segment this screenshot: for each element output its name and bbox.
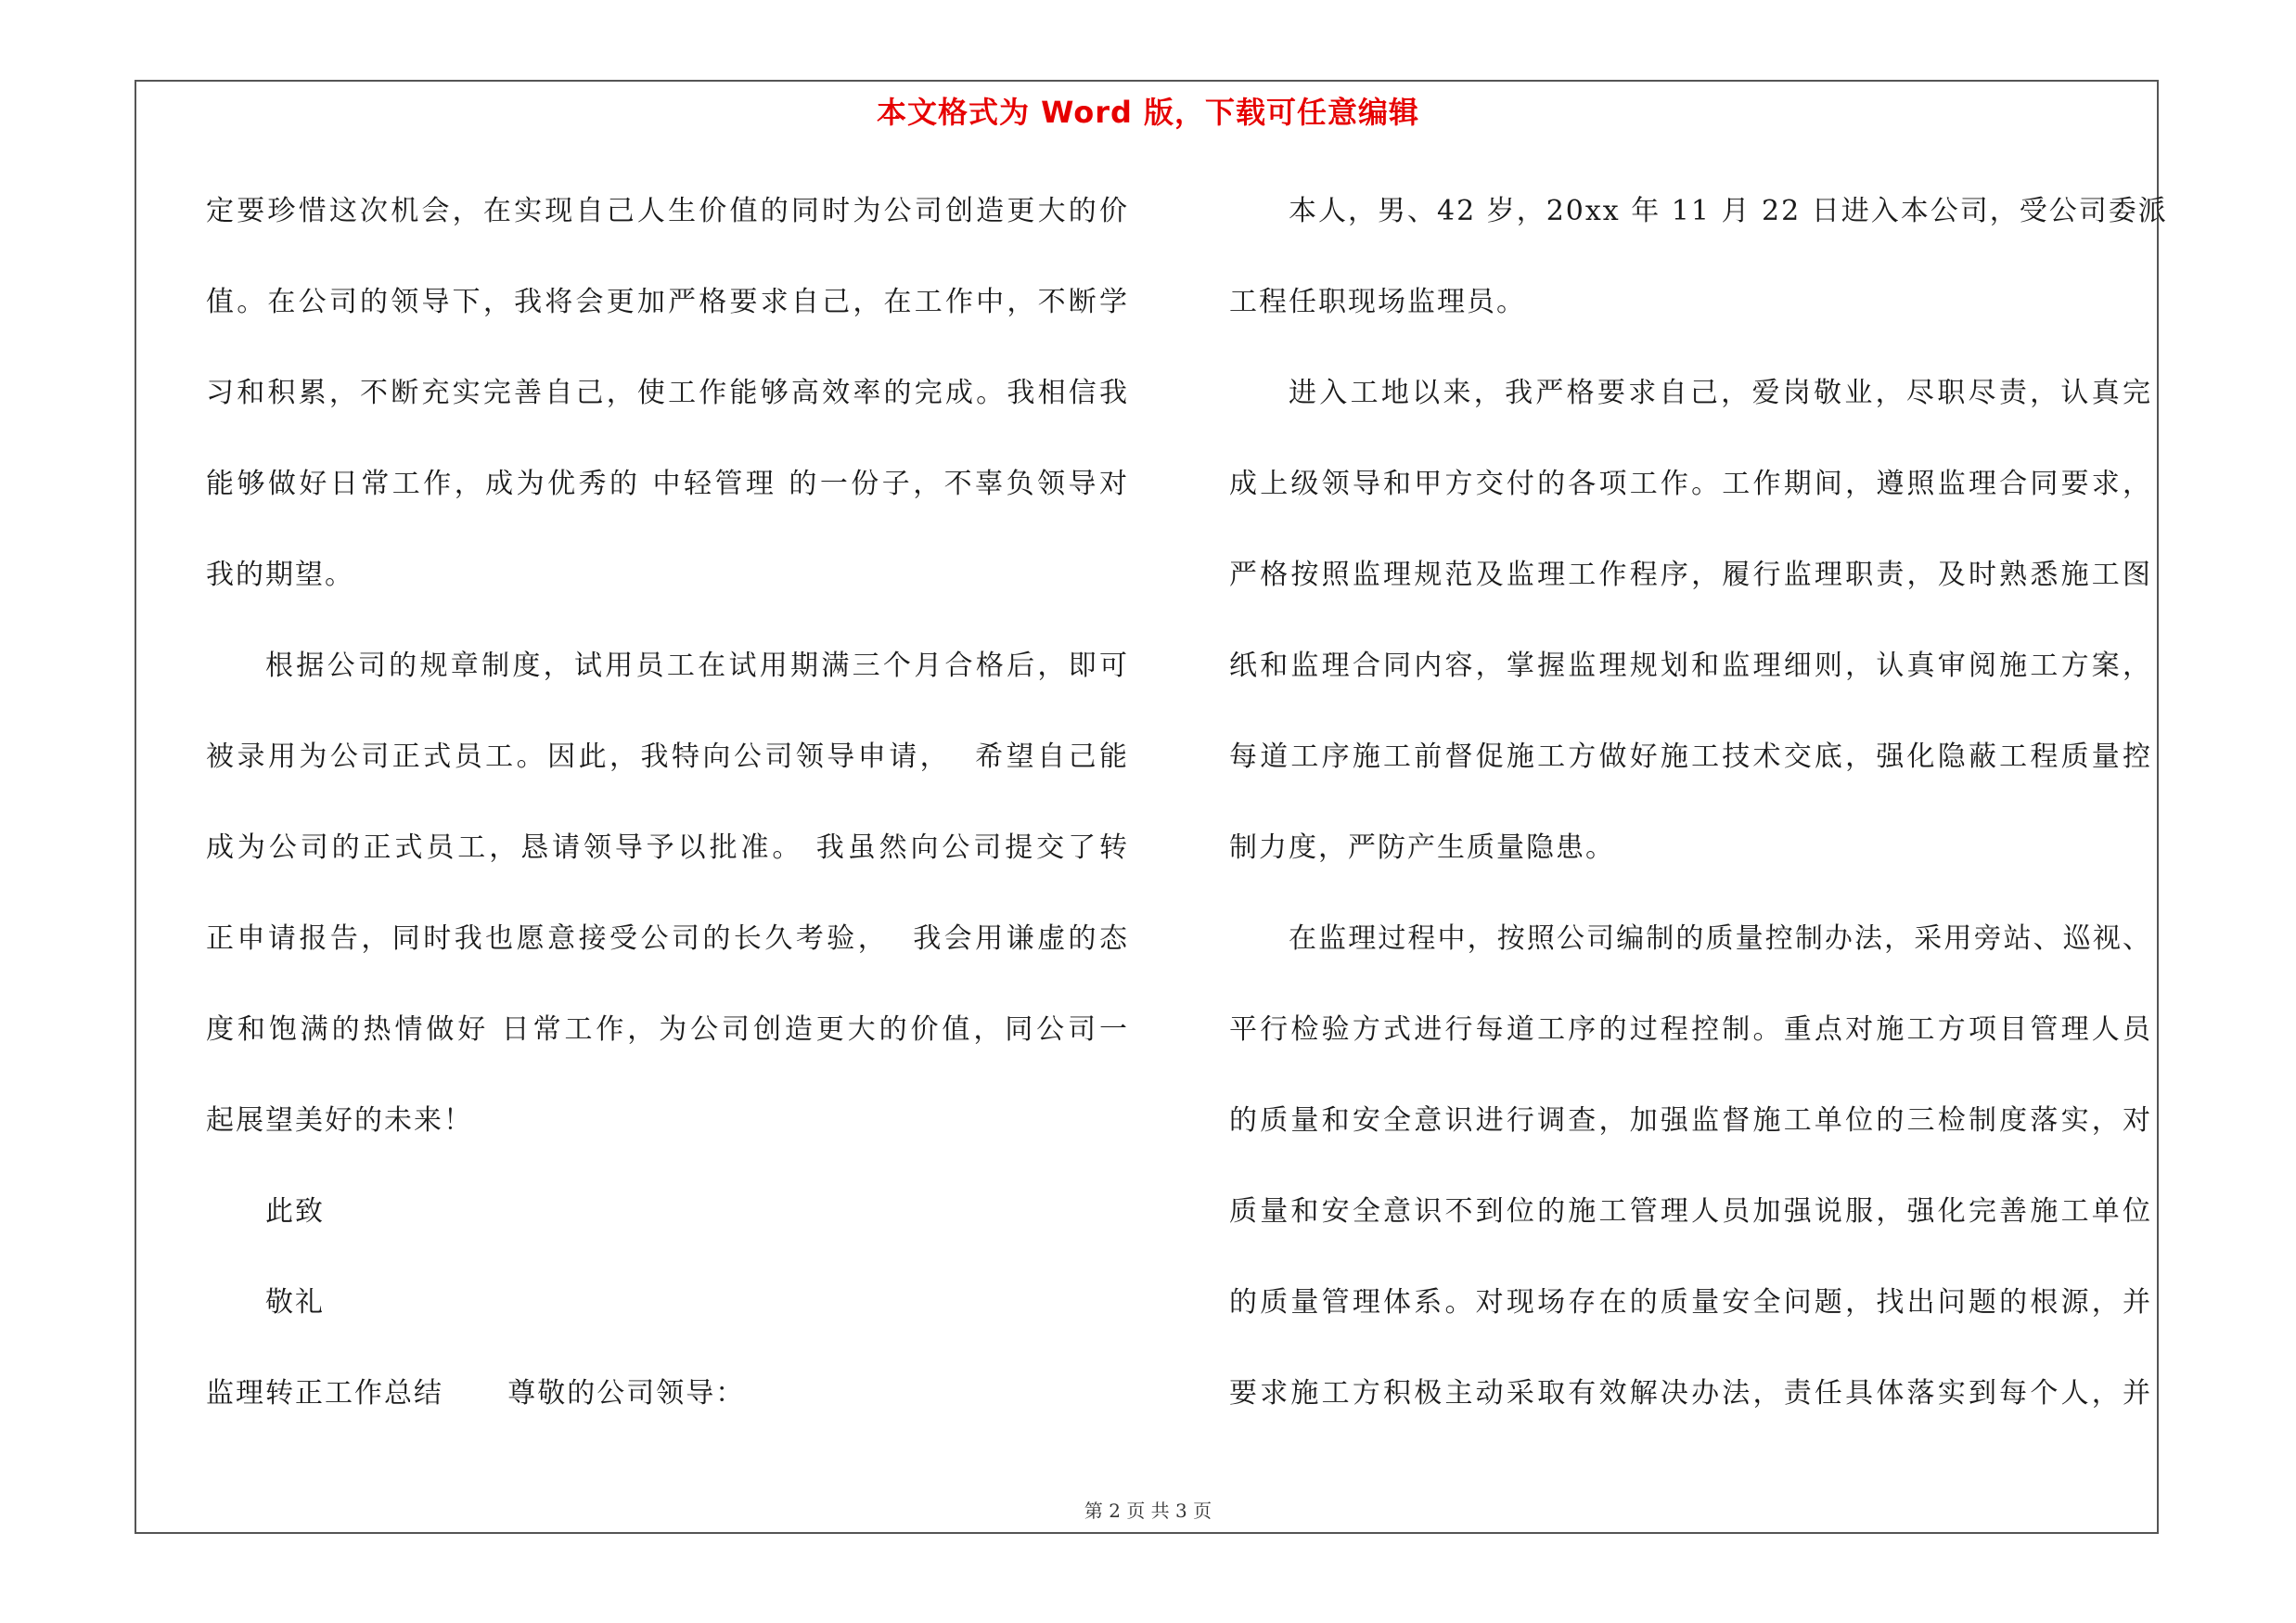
text-line: 严格按照监理规范及监理工作程序，履行监理职责，及时熟悉施工图 xyxy=(1229,559,2152,591)
text-line: 要求施工方积极主动采取有效解决办法，责任具体落实到每个人，并 xyxy=(1229,1377,2152,1410)
text-line: 度和饱满的热情做好 日常工作，为公司创造更大的价值，同公司一 xyxy=(206,1013,1129,1046)
salutation-line: 此致 xyxy=(265,1195,325,1228)
text-line: 的质量和安全意识进行调查，加强监督施工单位的三检制度落实，对 xyxy=(1229,1104,2152,1137)
text-line: 成为公司的正式员工，恳请领导予以批准。 我虽然向公司提交了转 xyxy=(206,831,1129,864)
text-line: 起展望美好的未来！ xyxy=(206,1104,473,1137)
text-line: 能够做好日常工作，成为优秀的 中轻管理 的一份子，不辜负领导对 xyxy=(206,468,1129,500)
text-line: 平行检验方式进行每道工序的过程控制。重点对施工方项目管理人员 xyxy=(1229,1013,2152,1046)
text-line: 被录用为公司正式员工。因此，我特向公司领导申请， 希望自己能 xyxy=(206,741,1129,773)
format-banner: 本文格式为 Word 版，下载可任意编辑 xyxy=(876,95,1420,130)
text-line: 根据公司的规章制度，试用员工在试用期满三个月合格后，即可 xyxy=(265,650,1129,682)
text-line: 在监理过程中，按照公司编制的质量控制办法，采用旁站、巡视、 xyxy=(1289,922,2152,955)
text-line: 定要珍惜这次机会，在实现自己人生价值的同时为公司创造更大的价 xyxy=(206,195,1129,227)
text-line: 值。在公司的领导下，我将会更加严格要求自己，在工作中，不断学 xyxy=(206,286,1129,318)
left-column xyxy=(206,186,1129,1459)
text-line: 的质量管理体系。对现场存在的质量安全问题，找出问题的根源，并 xyxy=(1229,1286,2152,1319)
text-line: 每道工序施工前督促施工方做好施工技术交底，强化隐蔽工程质量控 xyxy=(1229,741,2152,773)
text-line: 制力度，严防产生质量隐患。 xyxy=(1229,831,1615,864)
text-line: 习和积累，不断充实完善自己，使工作能够高效率的完成。我相信我 xyxy=(206,377,1129,409)
text-line: 质量和安全意识不到位的施工管理人员加强说服，强化完善施工单位 xyxy=(1229,1195,2152,1228)
page-number: 第 2 页 共 3 页 xyxy=(1084,1500,1212,1522)
text-line: 我的期望。 xyxy=(206,559,354,591)
text-line: 本人，男、42 岁，20xx 年 11 月 22 日进入本公司，受公司委派 xyxy=(1289,195,2168,227)
text-line: 纸和监理合同内容，掌握监理规划和监理细则，认真审阅施工方案， xyxy=(1229,650,2152,682)
text-line: 工程任职现场监理员。 xyxy=(1229,286,1526,318)
text-line: 成上级领导和甲方交付的各项工作。工作期间，遵照监理合同要求， xyxy=(1229,468,2152,500)
closing-line: 敬礼 xyxy=(265,1286,325,1319)
text-line: 进入工地以来，我严格要求自己，爱岗敬业，尽职尽责，认真完 xyxy=(1289,377,2152,409)
right-column xyxy=(1229,186,2168,1459)
text-line: 正申请报告，同时我也愿意接受公司的长久考验， 我会用谦虚的态 xyxy=(206,922,1129,955)
text-line: 监理转正工作总结 尊敬的公司领导： xyxy=(206,1377,746,1410)
